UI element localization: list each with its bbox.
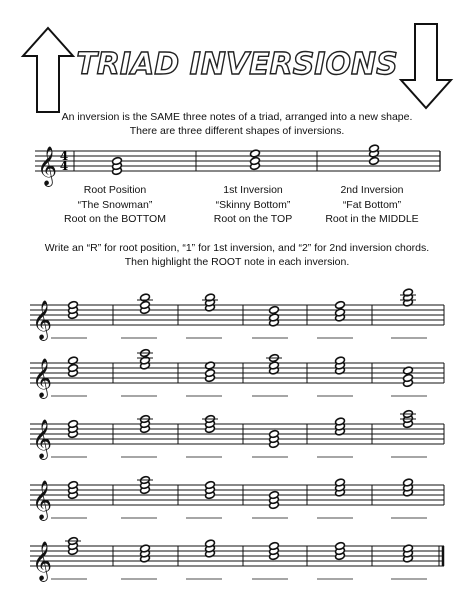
root-position-label xyxy=(50,183,180,227)
svg-text:𝄞: 𝄞 xyxy=(32,358,53,398)
treble-clef-icon xyxy=(32,480,52,521)
exercise-staff-2 xyxy=(0,348,474,406)
inversion-rule: Root on the BOTTOM xyxy=(64,213,166,225)
whole-note xyxy=(68,356,79,365)
inversion-name: Root Position xyxy=(83,184,147,196)
treble-clef-icon xyxy=(32,541,52,582)
svg-text:4: 4 xyxy=(59,159,69,173)
time-signature xyxy=(60,149,68,173)
up-arrow-icon xyxy=(20,26,76,114)
svg-text:𝄞: 𝄞 xyxy=(32,419,53,459)
second-inversion-label xyxy=(307,183,437,227)
exercise-staff-3 xyxy=(0,409,474,467)
treble-clef-icon xyxy=(32,300,52,341)
instructions-line-1: Write an “R” for root position, “1” for 1st inversion, and “2” for 2nd inversion chords. xyxy=(44,242,430,254)
inversion-nickname: “Fat Bottom” xyxy=(342,198,402,211)
instructions xyxy=(30,241,444,269)
svg-text:𝄞: 𝄞 xyxy=(32,541,53,581)
treble-clef-icon xyxy=(37,146,57,187)
whole-note xyxy=(335,301,346,310)
treble-clef-icon xyxy=(32,358,52,399)
exercise-staff-4 xyxy=(0,470,474,528)
exercise-staff-5 xyxy=(0,531,474,589)
inversion-rule: Root on the TOP xyxy=(213,213,293,225)
svg-text:𝄞: 𝄞 xyxy=(32,300,53,340)
inversion-name: 1st Inversion xyxy=(223,184,283,196)
example-staff xyxy=(0,140,474,185)
intro-text xyxy=(40,110,434,138)
page-title-text: TRIAD INVERSIONS xyxy=(76,47,398,82)
page-title xyxy=(76,38,398,88)
inversion-nickname: “Skinny Bottom” xyxy=(215,198,291,211)
svg-text:𝄞: 𝄞 xyxy=(32,480,53,520)
intro-line-1: An inversion is the SAME three notes of a triad, arranged into a new shape. xyxy=(61,111,413,123)
intro-line-2: There are three different shapes of inversions. xyxy=(129,125,345,137)
inversion-name: 2nd Inversion xyxy=(340,184,404,196)
whole-note xyxy=(369,157,380,166)
instructions-line-2: Then highlight the ROOT note in each inversion. xyxy=(124,256,350,268)
whole-note xyxy=(205,361,216,370)
whole-note xyxy=(403,366,414,375)
inversion-nickname: “The Snowman” xyxy=(77,198,153,211)
whole-note xyxy=(140,293,151,302)
first-inversion-label xyxy=(188,183,318,227)
exercise-staff-1 xyxy=(0,290,474,348)
inversion-rule: Root in the MIDDLE xyxy=(325,213,419,225)
whole-note xyxy=(250,149,261,158)
svg-text:𝄞: 𝄞 xyxy=(37,146,58,186)
down-arrow-icon xyxy=(398,22,454,110)
svg-text:4: 4 xyxy=(59,149,69,163)
whole-note xyxy=(269,306,280,315)
treble-clef-icon xyxy=(32,419,52,460)
